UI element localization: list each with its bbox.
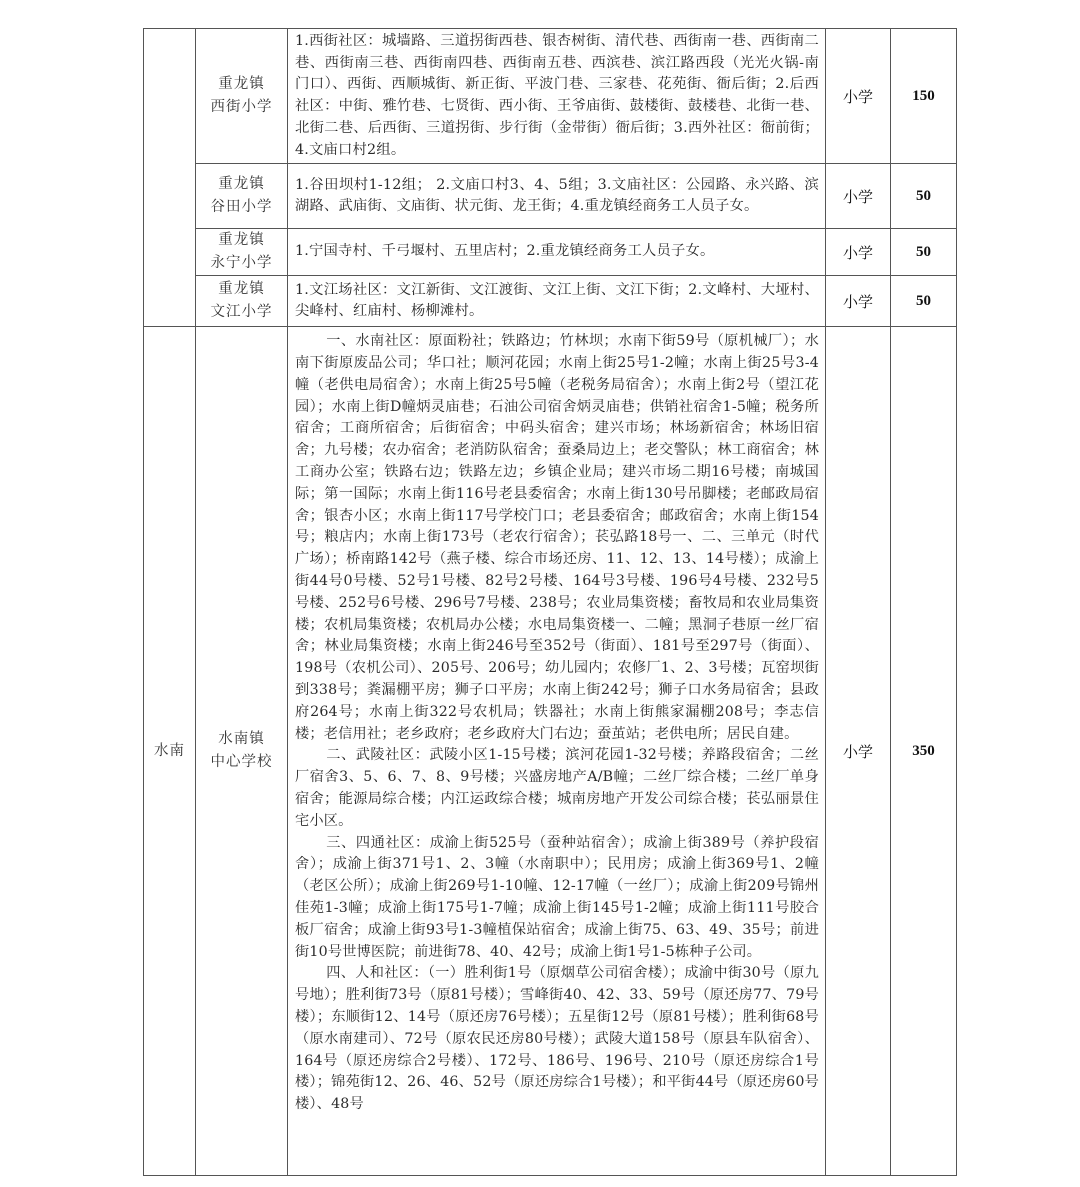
enrollment-count-cell: 50 (891, 229, 957, 276)
school-name-cell (196, 276, 288, 327)
school-name-cell (196, 29, 288, 164)
school-name-cell (196, 164, 288, 229)
range-paragraph: 1.谷田坝村1-12组； 2.文庙口村3、4、5组；3.文庙社区：公园路、永兴路、滨湖路、武庙街、文庙街、状元街、龙王街；4.重龙镇经商务工人员子女。 (295, 176, 819, 215)
enrollment-range-cell (288, 164, 826, 229)
school-town: 重龙镇 (218, 176, 265, 193)
range-paragraph: 1.文江场社区：文江新街、文江渡街、文江上街、文江下街；2.文峰村、大垭村、尖峰村、红庙村、杨柳滩村。 (295, 281, 819, 320)
school-town: 水南镇 (218, 731, 265, 748)
enrollment-count-cell: 350 (891, 327, 957, 1176)
range-paragraph-renhe: 四、人和社区：（一）胜利街1号（原烟草公司宿舍楼）；成渝中街30号（原九号地）；胜利街73号（原81号楼）；雪峰街40、42、33、59号（原还房77、79号楼）；东顺街12、14号（原还房76号楼）；五星街12号（原81号楼）；胜利街68号（原水南建司）、72号（原农民还房80号楼）；武陵大道158号（原县车队宿舍）、164号（原还房综合2号楼）、172号、186号、196号、210号（原还房综合1号楼）；锦苑街12、26、46、52号（原还房综合1号楼）；和平街44号（原还房60号楼）、48号 (295, 965, 819, 1113)
enrollment-range-cell (288, 29, 826, 164)
school-name: 谷田小学 (210, 199, 273, 216)
enrollment-count-cell: 50 (891, 164, 957, 229)
enrollment-count-cell: 150 (891, 29, 957, 164)
range-paragraph: 1.西街社区：城墙路、三道拐街西巷、银杏树街、清代巷、西街南一巷、西街南二巷、西街南三巷、西街南四巷、西街南五巷、西滨巷、滨江路西段（光光火锅-南门口）、西街、西顺城街、新正街、平波门巷、三家巷、花苑街、衙后街；2.后西社区：中街、雅竹巷、七贤街、西小街、王爷庙街、鼓楼街、鼓楼巷、北街一巷、北街二巷、后西街、三道拐街、步行街（金带街）衙后街；3.西外社区：衙前街；4.文庙口村2组。 (295, 33, 819, 158)
school-town: 重龙镇 (218, 232, 265, 249)
range-paragraph-sitong: 三、四通社区：成渝上街525号（蚕种站宿舍）；成渝上街389号（养护段宿舍）；成渝上街371号1、2、3幢（水南职中）；民用房；成渝上街369号1、2幢（老区公所）；成渝上街269号1-10幢、12-17幢（一丝厂）；成渝上街209号锦州佳苑1-3幢；成渝上街175号1-7幢；成渝上街145号1-2幢；成渝上街111号胶合板厂宿舍；成渝上街93号1-3幢植保站宿舍；成渝上街75、63、49、35号；前进街10号世博医院；前进街78、40、42号；成渝上街1号1-5栋种子公司。 (295, 834, 819, 960)
table-row (144, 229, 957, 276)
school-name: 文江小学 (210, 304, 273, 321)
school-level-cell: 小学 (826, 276, 891, 327)
enrollment-range-cell (288, 327, 826, 1176)
range-paragraph-shuinan: 一、水南社区：原面粉社；铁路边；竹林坝；水南下街59号（原机械厂）；水南下街原废品公司；华口社；顺河花园；水南上街25号1-2幢；水南上街25号3-4幢（老供电局宿舍）；水南上街25号5幢（老税务局宿舍）；水南上街2号（望江花园）；水南上街D幢炳灵庙巷；石油公司宿舍炳灵庙巷；供销社宿舍1-5幢；税务所宿舍；工商所宿舍；后街宿舍；中码头宿舍；建兴市场；林场新宿舍；林场旧宿舍；九号楼；农办宿舍；老消防队宿舍；蚕桑局边上；老交警队；林工商宿舍；林工商办公室；铁路右边；铁路左边；乡镇企业局；建兴市场二期16号楼；南城国际；第一国际；水南上街116号老县委宿舍；水南上街130号吊脚楼；老邮政局宿舍；银杏小区；水南上街117号学校门口；老县委宿舍；邮政宿舍；水南上街154号；粮店内；水南上街173号（老农行宿舍）；苌弘路18号一、二、三单元（时代广场）；桥南路142号（燕子楼、综合市场还房、11、12、13、14号楼）；成渝上街44号0号楼、52号1号楼、82号2号楼、164号3号楼、196号4号楼、232号5号楼、252号6号楼、296号7号楼、238号；农业局集资楼；畜牧局和农业局集资楼；农机局集资楼；农机局办公楼；水电局集资楼一、二幢；黑洞子巷原一丝厂宿舍；林业局集资楼；水南上街246号至352号（街面）、181号至297号（街面）、198号（农机公司）、205号、206号；幼儿园内；农修厂1、2、3号楼；瓦窑坝街到338号；粪漏棚平房；狮子口平房；水南上街242号；狮子口水务局宿舍；县政府264号；水南上街322号农机局；铁器社；水南上街熊家漏棚208号；李志信楼；老信用社；老乡政府；老乡政府大门右边；蚕茧站；老供电所；居民自建。 (295, 333, 819, 742)
enrollment-zone-table (143, 28, 957, 1176)
school-town: 重龙镇 (218, 76, 265, 93)
range-paragraph: 1.宁国寺村、千弓堰村、五里店村；2.重龙镇经商务工人员子女。 (295, 243, 715, 260)
range-paragraph-wuling: 二、武陵社区：武陵小区1-15号楼；滨河花园1-32号楼；养路段宿舍；二丝厂宿舍3、5、6、7、8、9号楼；兴盛房地产A/B幢；二丝厂综合楼；二丝厂单身宿舍；能源局综合楼；内江运政综合楼；城南房地产开发公司综合楼；苌弘丽景住宅小区。 (295, 747, 819, 829)
enrollment-range-cell (288, 229, 826, 276)
table-row (144, 276, 957, 327)
school-name: 西街小学 (210, 99, 273, 116)
enrollment-count-cell: 50 (891, 276, 957, 327)
school-level-cell: 小学 (826, 327, 891, 1176)
school-name-cell (196, 229, 288, 276)
table-row (144, 327, 957, 1176)
school-level-cell: 小学 (826, 229, 891, 276)
school-name-cell (196, 327, 288, 1176)
enrollment-range-cell (288, 276, 826, 327)
school-level-cell: 小学 (826, 29, 891, 164)
school-name: 永宁小学 (210, 255, 273, 272)
district-cell (144, 29, 196, 327)
table-row (144, 29, 957, 164)
district-cell: 水南 (144, 327, 196, 1176)
school-level-cell: 小学 (826, 164, 891, 229)
school-town: 重龙镇 (218, 281, 265, 298)
school-name: 中心学校 (210, 754, 273, 771)
table-row (144, 164, 957, 229)
